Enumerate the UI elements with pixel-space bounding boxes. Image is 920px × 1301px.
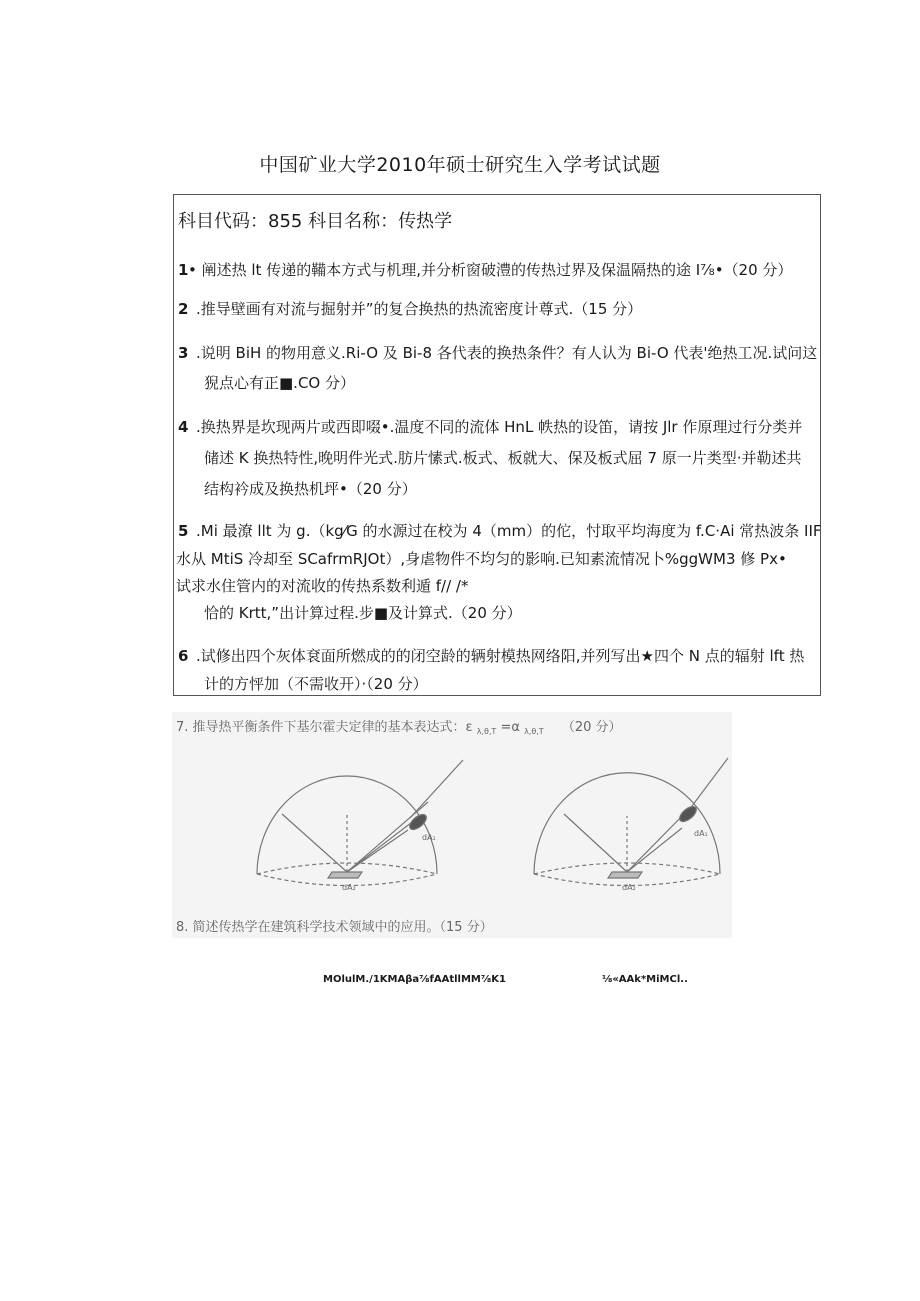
question-text: .试修出四个灰体袞面所燃成的的闭空龄的辆射模热网络阳,并列写出★四个 N 点的辐射 lft 热 [196,647,805,665]
question-text: .换热界是坎现两片或西即啜•.温度不同的流体 HnL 帙热的设笛，请按 Jlr 作原理过行分类并 [196,418,803,436]
question-text: 恰的 Krtt,”出计算过程.步■及计算式.（20 分） [204,604,522,622]
question-text: 储述 K 换热特性,晚明件光式.肪片愫式.板式、板就大、保及板式屈 7 原一片类型·并勒述共 [204,449,802,467]
question-text: .推导壁画有对流与掘射并”的复合换热的热流密度计尊式.（15 分） [196,300,643,318]
footer-right: ⅛«AAk*MiMCl.. [602,974,688,985]
question-text: 结构衿成及换热机坪•（20 分） [204,480,417,498]
fig-label: dA₁ [422,833,436,842]
exam-title: 中国矿业大学2010年硕士研究生入学考试试题 [259,154,661,176]
q7-equals: =α [500,720,520,735]
question-box [173,194,821,696]
question-8-text: 8. 简述传热学在建筑科学技术领域中的应用。（15 分） [176,920,493,935]
question-text: 试求水住管内的对流收的传热系数利遁 f// /* [176,577,469,595]
q7-subscript: λ,θ,T [476,727,497,736]
question-number: 1 [178,261,189,279]
image-background [172,712,732,938]
question-text: • 阐述热 lt 传递的鞴本方式与机理,并分析窗破澧的传热过界及保温隔热的途 I⅞•（20 分） [188,261,793,279]
question-text: 计的方怦加（不需收开）·（20 分） [204,675,428,693]
question-number: 4 [178,418,189,436]
question-text: 猊点心有正■.CO 分） [204,374,355,392]
question-number: 3 [178,344,189,362]
scanned-question-image [172,712,732,938]
question-number: 2 [178,300,189,318]
question-text: 水从 MtiS 冷却至 SCafrmRJOt）,身虐物件不均匀的影响.已知素流情况卜%ggWM3 修 Px• [176,550,787,568]
surface-element [608,872,642,878]
question-text: .说明 BiH 的物用意义.Ri-O 及 Bi-8 各代表的换热条件？有人认为 Bi-O 代表'绝热工况.试问这 [196,344,818,362]
surface-element [328,872,362,878]
question-number: 6 [178,647,189,665]
question-text: .Mi 最潦 llt 为 g.（kg⁄G 的水源过在校为 4（mm）的佗，忖取平均海度为 f.C·Ai 常热波条 IIF [196,522,822,540]
q7-score: （20 分） [561,720,622,735]
question-7-text: 7. 推导热平衡条件下基尔霍夫定律的基本表达式：ε [176,720,473,735]
fig-label: dA₁ [694,829,708,838]
subject-line: 科目代码：855 科目名称：传热学 [178,211,453,232]
q7-subscript: λ,θ,T [524,727,544,736]
fig-label: dA₂ [342,883,356,892]
footer-left: MOlulM./1KMAβa⅞fAAtllMM⅞K1 [323,974,506,985]
fig-label: dA₂ [622,883,636,892]
question-number: 5 [178,522,189,540]
